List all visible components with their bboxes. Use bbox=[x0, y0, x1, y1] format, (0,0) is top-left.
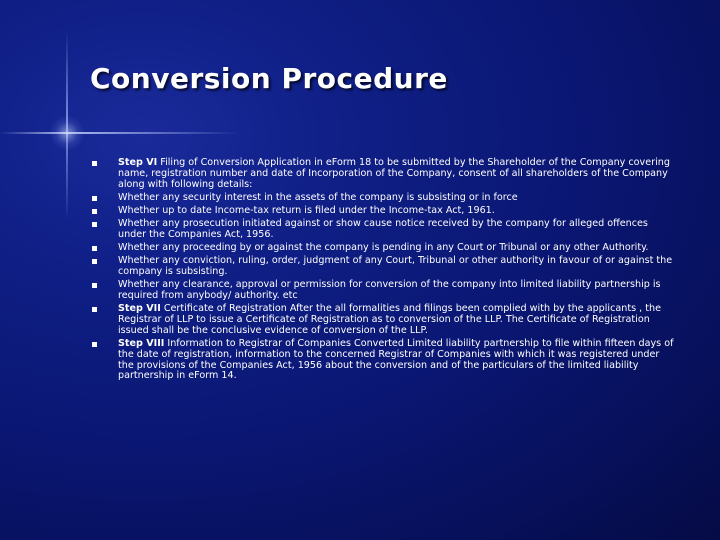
bullet-text: Whether any prosecution initiated against or show cause notice received by the company for alleged offences under the Companies Act, 1956. bbox=[118, 218, 648, 240]
step-label: Step VII bbox=[118, 303, 161, 315]
bullet-text: Whether any proceeding by or against the company is pending in any Court or Tribunal or any other Authority. bbox=[118, 242, 649, 254]
bullet-square-icon bbox=[92, 246, 97, 251]
step-label: Step VIII bbox=[118, 338, 165, 350]
bullet-item-conviction bbox=[92, 256, 676, 278]
bullet-item-proceeding bbox=[92, 243, 676, 254]
bullet-square-icon bbox=[92, 283, 97, 288]
bullet-text: Whether any conviction, ruling, order, judgment of any Court, Tribunal or other authority in favour of or against the company is subsisting. bbox=[118, 255, 673, 278]
decorative-flare-horizontal bbox=[0, 132, 240, 134]
bullet-text: Filing of Conversion Application in eForm 18 to be submitted by the Shareholder of the Company covering name, registration number and date of Incorporation of the Company, consent of all shareholders of the Company along with following details: bbox=[118, 157, 670, 190]
bullet-item-prosecution bbox=[92, 219, 676, 241]
bullet-text: Whether any clearance, approval or permission for conversion of the company into limited liability partnership is required from anybody/ authority. etc bbox=[118, 279, 661, 302]
bullet-square-icon bbox=[92, 196, 97, 201]
bullet-text: Whether any security interest in the assets of the company is subsisting or in force bbox=[118, 191, 518, 203]
bullet-item-step-vi bbox=[92, 158, 676, 190]
slide-title: Conversion Procedure bbox=[90, 62, 448, 95]
bullet-item-step-vii bbox=[92, 304, 676, 336]
bullet-square-icon bbox=[92, 222, 97, 227]
bullet-item-security-interest bbox=[92, 193, 676, 204]
bullet-text: Certificate of Registration After the all formalities and filings been complied with by the applicants , the Registrar of LLP to issue a Certificate of Registration as to conversion of the LLP. The Certificate of Registration issued shall be the conclusive evidence of conversion of the LLP. bbox=[118, 303, 661, 336]
bullet-square-icon bbox=[92, 307, 97, 312]
bullet-text: Information to Registrar of Companies Converted Limited liability partnership to file within fifteen days of the date of registration, information to the concerned Registrar of Companies with which it was registered under the provisions of the Companies Act, 1956 about the conversion and of the particulars of the limited liability partnership in eForm 14. bbox=[118, 338, 674, 382]
bullet-text: Whether up to date Income-tax return is filed under the Income-tax Act, 1961. bbox=[118, 204, 495, 216]
bullet-item-clearance bbox=[92, 280, 676, 302]
bullet-square-icon bbox=[92, 342, 97, 347]
bullet-square-icon bbox=[92, 259, 97, 264]
decorative-flare-glow bbox=[50, 116, 84, 150]
bullet-list bbox=[92, 158, 676, 385]
bullet-square-icon bbox=[92, 209, 97, 214]
step-label: Step VI bbox=[118, 157, 158, 168]
bullet-item-income-tax bbox=[92, 206, 676, 217]
bullet-item-step-viii bbox=[92, 339, 676, 382]
bullet-square-icon bbox=[92, 161, 97, 166]
